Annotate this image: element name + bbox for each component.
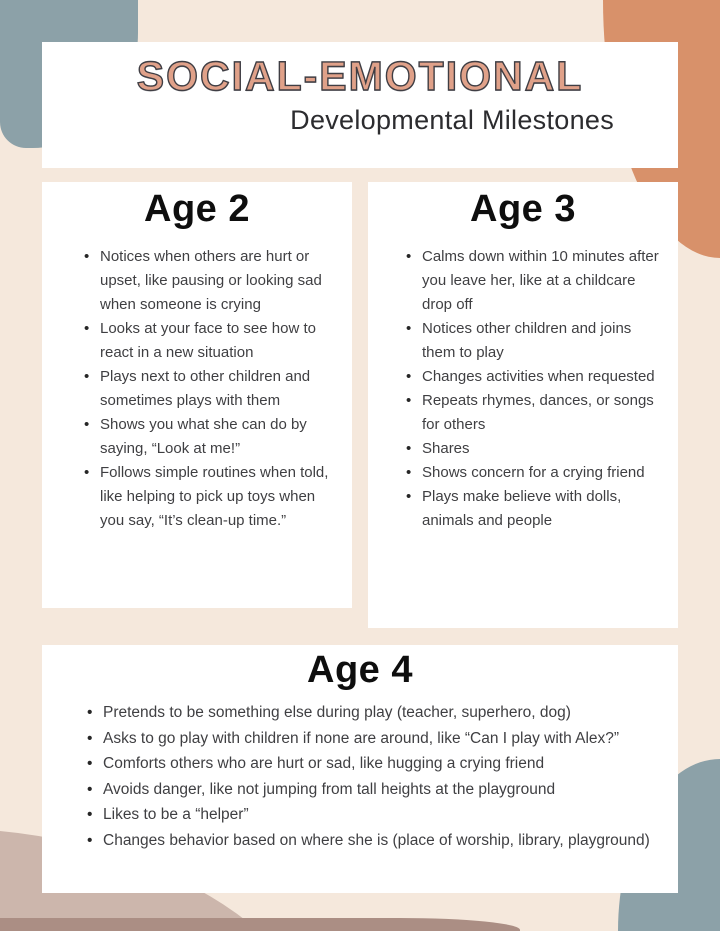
age-3-heading: Age 3: [470, 188, 576, 230]
age-2-milestone-list: [42, 243, 352, 533]
section-age-3: [368, 182, 678, 628]
age-4-heading: Age 4: [307, 649, 413, 691]
milestone-item: • Shows you what she can do by saying, “Look at me!”: [83, 413, 338, 461]
milestone-item: • Likes to be a “helper”: [86, 802, 650, 828]
milestone-item: • Changes behavior based on where she is (place of worship, library, playground): [86, 828, 650, 854]
milestone-item: • Notices when others are hurt or upset, like pausing or looking sad when someone is crying: [83, 245, 338, 317]
age-4-milestone-list: [42, 700, 678, 853]
milestone-item: • Pretends to be something else during play (teacher, superhero, dog): [86, 700, 650, 726]
milestone-item: • Looks at your face to see how to react in a new situation: [83, 317, 338, 365]
milestone-item: • Asks to go play with children if none are around, like “Can I play with Alex?”: [86, 726, 650, 752]
milestone-item: • Repeats rhymes, dances, or songs for others: [405, 389, 666, 437]
milestone-item: • Avoids danger, like not jumping from tall heights at the playground: [86, 777, 650, 803]
milestone-item: • Follows simple routines when told, like helping to pick up toys when you say, “It’s clean-up time.”: [83, 461, 338, 533]
milestone-item: • Calms down within 10 minutes after you leave her, like at a childcare drop off: [405, 245, 666, 317]
age-2-heading: Age 2: [144, 188, 250, 230]
milestone-item: • Comforts others who are hurt or sad, like hugging a crying friend: [86, 751, 650, 777]
strip-bottom-mauve-dark: [0, 918, 520, 931]
header-card: [42, 42, 678, 168]
age-3-milestone-list: [368, 243, 678, 533]
poster-subtitle: Developmental Milestones: [290, 105, 614, 135]
milestone-item: • Shows concern for a crying friend: [405, 461, 666, 485]
milestone-item: • Changes activities when requested: [405, 365, 666, 389]
milestone-item: • Notices other children and joins them to play: [405, 317, 666, 365]
milestone-item: • Shares: [405, 437, 666, 461]
milestone-item: • Plays next to other children and sometimes plays with them: [83, 365, 338, 413]
poster-title: SOCIAL-EMOTIONAL: [136, 53, 584, 99]
section-age-2: [42, 182, 352, 608]
milestone-item: • Plays make believe with dolls, animals and people: [405, 485, 666, 533]
section-age-4: [42, 645, 678, 893]
